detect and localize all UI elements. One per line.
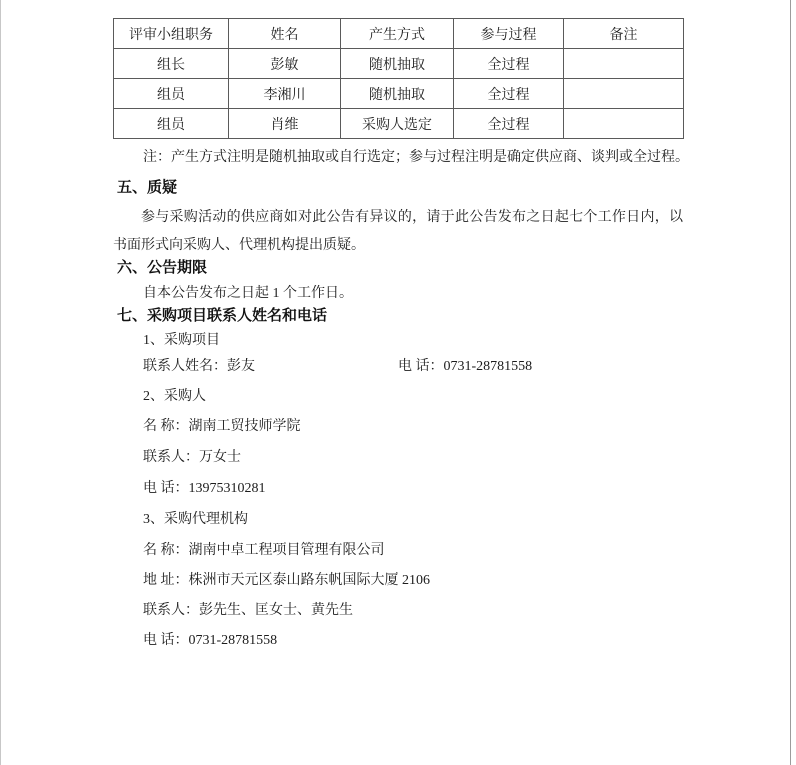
- page-left-edge: [0, 0, 1, 765]
- section6-paragraph: 自本公告发布之日起 1 个工作日。: [143, 286, 353, 301]
- cell-method: 随机抽取: [341, 49, 454, 79]
- item2-title: 2、采购人: [143, 389, 206, 404]
- item3-address: 地 址：株洲市天元区泰山路东帆国际大厦 2106: [143, 573, 430, 588]
- section5-paragraph: 参与采购活动的供应商如对此公告有异议的，请于此公告发布之日起七个工作日内，以书面形式向采购人、代理机构提出质疑。: [113, 210, 683, 253]
- cell-process: 全过程: [454, 109, 564, 139]
- section5-title: 五、质疑: [117, 179, 178, 196]
- cell-process: 全过程: [454, 49, 564, 79]
- page-right-edge: [790, 0, 791, 765]
- table-note: 注：产生方式注明是随机抽取或自行选定；参与过程注明是确定供应商、谈判或全过程。: [143, 150, 689, 165]
- header-cell-remark: 备注: [564, 19, 684, 49]
- table-row: [114, 49, 684, 79]
- item3-contact: 联系人：彭先生、匡女士、黄先生: [143, 603, 353, 618]
- cell-method: 随机抽取: [341, 79, 454, 109]
- item1-title: 1、采购项目: [143, 333, 220, 348]
- cell-name: 彭敏: [229, 49, 341, 79]
- table-row: [114, 109, 684, 139]
- item2-contact: 联系人：万女士: [143, 450, 241, 465]
- cell-role: 组员: [114, 109, 229, 139]
- item1-contact-line: [143, 358, 683, 376]
- section6-title: 六、公告期限: [117, 259, 208, 276]
- table-header-row: [114, 19, 684, 49]
- cell-role: 组长: [114, 49, 229, 79]
- item3-name: 名 称：湖南中卓工程项目管理有限公司: [143, 543, 385, 558]
- item2-phone: 电 话：13975310281: [143, 481, 266, 496]
- item2-name: 名 称：湖南工贸技师学院: [143, 419, 301, 434]
- item3-phone: 电 话：0731-28781558: [143, 633, 278, 648]
- cell-method: 采购人选定: [341, 109, 454, 139]
- cell-remark: [564, 49, 684, 79]
- item3-title: 3、采购代理机构: [143, 512, 248, 527]
- cell-role: 组员: [114, 79, 229, 109]
- item1-contact-name: 联系人姓名：彭友: [143, 359, 255, 374]
- header-cell-name: 姓名: [229, 19, 341, 49]
- table-row: [114, 79, 684, 109]
- section7-title: 七、采购项目联系人姓名和电话: [117, 307, 328, 324]
- cell-remark: [564, 109, 684, 139]
- cell-name: 肖维: [229, 109, 341, 139]
- cell-remark: [564, 79, 684, 109]
- header-cell-method: 产生方式: [341, 19, 454, 49]
- cell-name: 李湘川: [229, 79, 341, 109]
- header-cell-role: 评审小组职务: [114, 19, 229, 49]
- header-cell-process: 参与过程: [454, 19, 564, 49]
- item1-phone: 电 话：0731-28781558: [398, 359, 533, 374]
- cell-process: 全过程: [454, 79, 564, 109]
- review-team-table: [113, 18, 684, 139]
